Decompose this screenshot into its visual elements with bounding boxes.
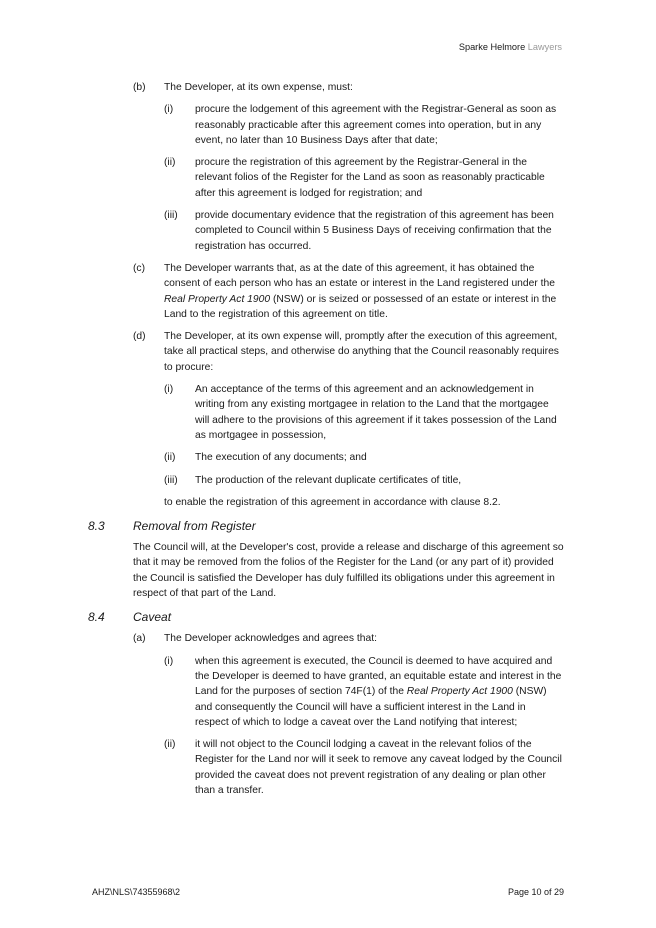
clause-text: The Council will, at the Developer's cost, provide a release and discharge of this agreement so that it may be removed from the folios of the Register for the Land (or any part of it) provided the Council is satisfied the Developer has duly fulfilled its obligations under this agreement in respect of that part of the Land. <box>133 542 564 600</box>
clause-text: procure the registration of this agreement by the Registrar-General in the relevant folios of the Register for the Land as soon as reasonably practicable after this agreement is lodged for registration; and <box>195 157 545 199</box>
act-name: Real Property Act 1900 <box>164 293 271 305</box>
text-run: when this agreement is executed, the Council is deemed to have acquired and the Developer is deemed to have granted, an equitable estate and interest in the Land for the purposes of section 74F(1) of the <box>195 655 562 698</box>
clause-number: (i) <box>164 655 174 667</box>
clause-text: procure the lodgement of this agreement with the Registrar-General as soon as reasonably practicable after this agreement comes into operation, but in any event, no later than 10 Business Days after that date; <box>195 104 557 146</box>
clause-text <box>164 261 562 322</box>
clause-number: (iii) <box>164 210 178 222</box>
firm-name-suffix: Lawyers <box>527 42 562 52</box>
clause-number: (iii) <box>164 474 178 486</box>
firm-name: Sparke Helmore <box>458 42 526 52</box>
clause-d-ii <box>0 450 656 465</box>
clause-c <box>0 261 656 322</box>
clause-b <box>0 80 656 95</box>
clause-number: (ii) <box>164 739 176 751</box>
clause-text <box>195 654 562 730</box>
clause-number: (i) <box>164 104 174 116</box>
document-body <box>0 80 656 798</box>
clause-number: (ii) <box>164 452 176 464</box>
page-number: Page 10 of 29 <box>507 887 564 897</box>
clause-text: The Developer, at its own expense, must: <box>164 82 353 93</box>
section-number: 8.4 <box>88 610 105 625</box>
clause-8-4-a-i <box>0 654 656 730</box>
clause-number: (ii) <box>164 157 176 169</box>
section-heading-8-3 <box>0 518 656 534</box>
section-heading-8-4 <box>0 609 656 625</box>
clause-d-i <box>0 382 656 443</box>
clause-8-3-text <box>0 540 656 601</box>
clause-number: (d) <box>133 331 146 343</box>
clause-text: to enable the registration of this agreement in accordance with clause 8.2. <box>164 496 501 508</box>
clause-8-4-a <box>0 631 656 646</box>
clause-8-4-a-ii <box>0 737 656 798</box>
page-header <box>459 42 562 52</box>
clause-number: (c) <box>133 262 146 274</box>
clause-d-iii <box>0 473 656 488</box>
text-run: The Developer warrants that, as at the date of this agreement, it has obtained the consent of each person who has an estate or interest in the Land registered under the <box>164 262 555 290</box>
clause-number: (b) <box>133 82 146 93</box>
text-run: (NSW) and consequently the Council will have a sufficient interest in the Land in respect of which to lodge a caveat over the Land notifying that interest; <box>195 686 547 728</box>
clause-text: it will not object to the Council lodging a caveat in the relevant folios of the Register for the Land nor will it seek to remove any caveat lodged by the Council provided the caveat does not prevent registration of any dealing or plan other than a transfer. <box>195 739 562 796</box>
clause-text: provide documentary evidence that the registration of this agreement has been completed to Council within 5 Business Days of receiving confirmation that the registration has occurred. <box>195 210 554 252</box>
clause-b-ii <box>0 155 656 201</box>
document-reference: AHZ\NLS\74355968\2 <box>92 887 181 897</box>
section-title: Removal from Register <box>133 519 256 534</box>
text-run: (NSW) or is seized or possessed of an estate or interest in the Land to the registration of this agreement on title. <box>164 293 557 320</box>
clause-b-i <box>0 102 656 148</box>
clause-text: The production of the relevant duplicate certificates of title, <box>195 474 462 486</box>
clause-number: (i) <box>164 384 174 396</box>
clause-text: The execution of any documents; and <box>195 452 367 464</box>
clause-d-continuation <box>0 495 656 510</box>
clause-number: (a) <box>133 633 146 645</box>
clause-b-iii <box>0 208 656 254</box>
section-title: Caveat <box>133 610 172 625</box>
section-number: 8.3 <box>88 519 105 534</box>
clause-text: The Developer, at its own expense will, promptly after the execution of this agreement, take all practical steps, and otherwise do anything that the Council reasonably requires to procure: <box>164 331 559 373</box>
act-name: Real Property Act 1900 <box>406 686 513 698</box>
clause-d <box>0 329 656 375</box>
clause-text: An acceptance of the terms of this agreement and an acknowledgement in writing from any existing mortgagee in relation to the Land that the mortgagee will adhere to the provisions of this agreement if it takes possession of the Land as mortgagee in possession, <box>195 384 557 441</box>
clause-text: The Developer acknowledges and agrees that: <box>164 633 377 645</box>
